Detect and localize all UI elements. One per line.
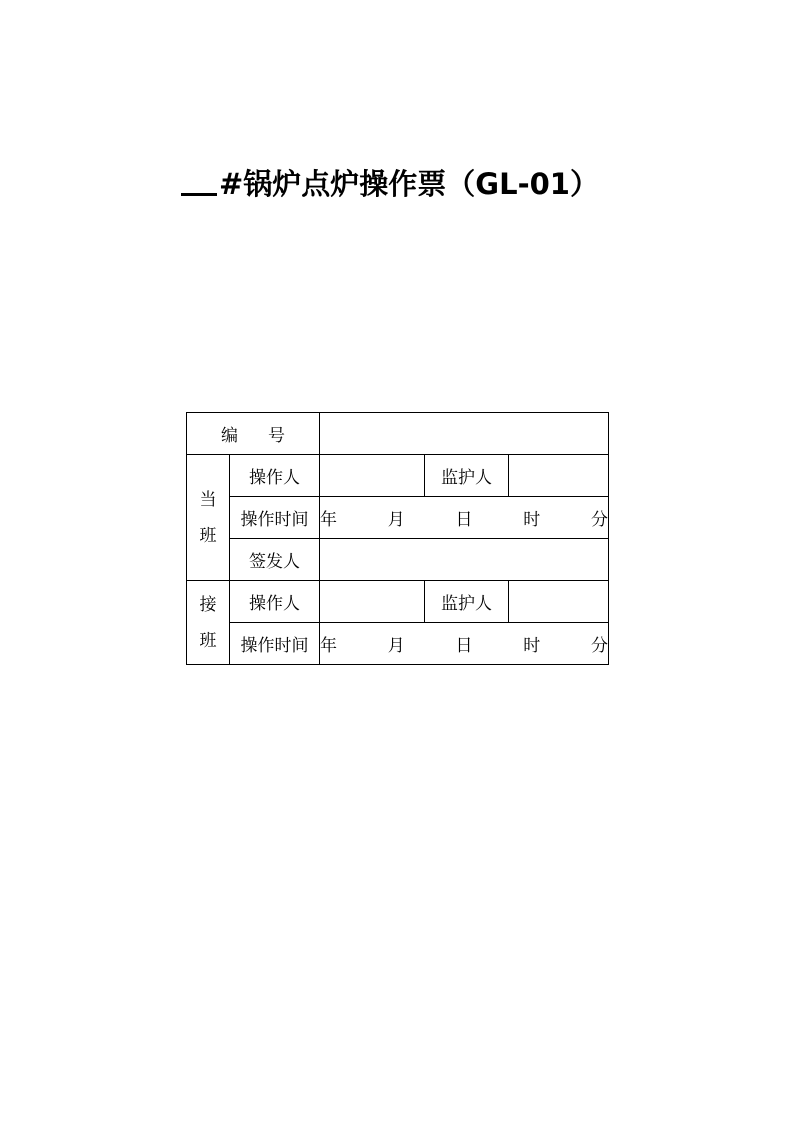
- next-shift-label-char-2: 班: [199, 630, 217, 651]
- current-shift-label-char-2: 班: [199, 525, 217, 546]
- number-label-char-2: 号: [268, 426, 285, 446]
- minute-unit: 分: [591, 636, 608, 656]
- next-shift-label-char-1: 接: [199, 594, 217, 615]
- document-title-text: #锅炉点炉操作票（GL-01）: [219, 167, 599, 201]
- next-time-label: 操作时间: [230, 623, 320, 665]
- issuer-value-cell[interactable]: [320, 539, 609, 581]
- number-value-cell[interactable]: [320, 413, 609, 455]
- current-supervisor-value-cell[interactable]: [509, 455, 609, 497]
- current-shift-time-row: [187, 497, 609, 539]
- issuer-label: 签发人: [230, 539, 320, 581]
- next-time-value-cell[interactable]: [320, 623, 609, 665]
- boiler-number-blank[interactable]: [181, 163, 217, 196]
- day-unit: 日: [455, 510, 473, 530]
- current-time-label: 操作时间: [230, 497, 320, 539]
- month-unit: 月: [387, 510, 405, 530]
- document-title: [0, 163, 780, 204]
- number-label: [187, 413, 320, 455]
- minute-unit: 分: [591, 510, 608, 530]
- next-operator-value-cell[interactable]: [320, 581, 425, 623]
- current-shift-label: [187, 455, 230, 581]
- hour-unit: 时: [523, 636, 541, 656]
- month-unit: 月: [387, 636, 405, 656]
- current-shift-issuer-row: [187, 539, 609, 581]
- next-shift-operator-row: [187, 581, 609, 623]
- current-time-value-cell[interactable]: [320, 497, 609, 539]
- number-row: [187, 413, 609, 455]
- number-label-char-1: 编: [221, 426, 238, 446]
- current-shift-label-char-1: 当: [199, 489, 217, 510]
- next-operator-label: 操作人: [230, 581, 320, 623]
- day-unit: 日: [455, 636, 473, 656]
- next-shift-time-row: [187, 623, 609, 665]
- next-supervisor-value-cell[interactable]: [509, 581, 609, 623]
- year-unit: 年: [320, 510, 337, 530]
- current-supervisor-label: 监护人: [425, 455, 509, 497]
- hour-unit: 时: [523, 510, 541, 530]
- next-shift-label: [187, 581, 230, 665]
- current-operator-value-cell[interactable]: [320, 455, 425, 497]
- current-operator-label: 操作人: [230, 455, 320, 497]
- operation-ticket-table: [186, 412, 609, 665]
- year-unit: 年: [320, 636, 337, 656]
- next-supervisor-label: 监护人: [425, 581, 509, 623]
- current-shift-operator-row: [187, 455, 609, 497]
